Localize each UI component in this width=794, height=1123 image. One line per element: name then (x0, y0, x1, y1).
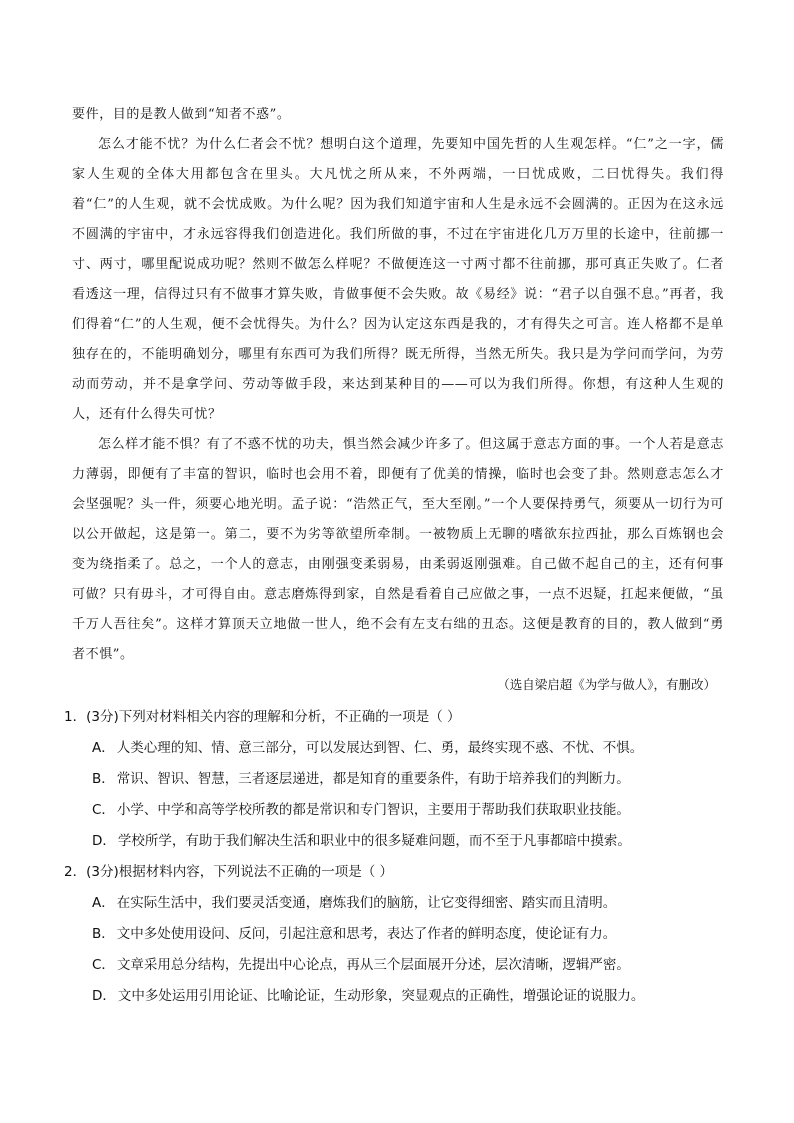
option-letter: B． (92, 926, 115, 942)
option-letter: A． (92, 740, 115, 756)
option-text: 文中多处使用设问、反问，引起注意和思考，表达了作者的鲜明态度，使论证有力。 (116, 926, 617, 942)
question-list (64, 702, 724, 1012)
reading-passage (72, 100, 724, 670)
question-stem: 1．(3分)下列对材料相关内容的理解和分析，不正确的一项是（ ） (64, 709, 461, 725)
question-1 (64, 702, 724, 857)
option-text: 文中多处运用引用论证、比喻论证，生动形象，突显观点的正确性，增强论证的说服力。 (117, 988, 645, 1004)
option-b[interactable] (72, 919, 724, 950)
option-b[interactable] (72, 764, 724, 795)
question-2 (64, 857, 724, 1012)
option-letter: B． (92, 771, 115, 787)
question-stem: 2．(3分)根据材料内容，下列说法不正确的一项是（ ） (64, 864, 394, 880)
option-text: 人类心理的知、情、意三部分，可以发展达到智、仁、勇，最终实现不惑、不忧、不惧。 (116, 740, 644, 756)
exam-page (64, 100, 724, 1012)
passage-paragraph-3: 怎么样才能不惧？有了不惑不忧的功夫，惧当然会减少许多了。但这属于意志方面的事。一个人若是意志力薄弱，即便有了丰富的智识，临时也会用不着，即便有了优美的情操，临时也会变了卦。然则意志怎么才会坚强呢？头一件，须要心地光明。孟子说：“浩然正气，至大至刚。”一个人要保持勇气，须要从一切行为可以公开做起，这是第一。第二，要不为劣等欲望所牵制。一被物质上无聊的嗜欲东拉西扯，那么百炼钢也会变为绕指柔了。总之，一个人的意志，由刚强变柔弱易，由柔弱返刚强难。自己做不起自己的主，还有何事可做？只有毋斗，才可得自由。意志磨炼得到家，自然是看着自己应做之事，一点不迟疑，扛起来便做，“虽千万人吾往矣”。这样才算顶天立地做一世人，绝不会有左支右绌的丑态。这便是教育的目的，教人做到“勇者不惧”。 (72, 437, 724, 662)
option-text: 文章采用总分结构，先提出中心论点，再从三个层面展开分述，层次清晰，逻辑严密。 (116, 957, 630, 973)
passage-paragraph-1: 要件，目的是教人做到“知者不惑”。 (72, 107, 291, 122)
option-text: 在实际生活中，我们要灵活变通，磨炼我们的脑筋，让它变得细密、踏实而且清明。 (116, 895, 617, 911)
option-d[interactable] (72, 981, 724, 1012)
option-a[interactable] (72, 888, 724, 919)
passage-paragraph-2: 怎么才能不忧？为什么仁者会不忧？想明白这个道理，先要知中国先哲的人生观怎样。“仁”之一字，儒家人生观的全体大用都包含在里头。大凡忧之所从来，不外两端，一曰忧成败，二曰忧得失。我们得着“仁”的人生观，就不会忧成败。为什么呢？因为我们知道宇宙和人生是永远不会圆满的。正因为在这永远不圆满的宇宙中，才永远容得我们创造进化。我们所做的事，不过在宇宙进化几万万里的长途中，往前挪一寸、两寸，哪里配说成功呢？然则不做怎么样呢？不做便连这一寸两寸都不往前挪，那可真正失败了。仁者看透这一理，信得过只有不做事才算失败，肯做事便不会失败。故《易经》说：“君子以自强不息。”再者，我们得着“仁”的人生观，便不会忧得失。为什么？因为认定这东西是我的，才有得失之可言。连人格都不是单独存在的，不能明确划分，哪里有东西可为我们所得？既无所得，当然无所失。我只是为学问而学问，为劳动而劳动，并不是拿学问、劳动等做手段，来达到某种目的——可以为我们所得。你想，有这种人生观的人，还有什么得失可忧？ (72, 137, 724, 422)
option-letter: C． (92, 957, 115, 973)
option-text: 小学、中学和高等学校所教的都是常识和专门智识，主要用于帮助我们获取职业技能。 (116, 802, 630, 818)
option-letter: A． (92, 895, 115, 911)
option-c[interactable] (72, 795, 724, 826)
option-letter: D． (92, 833, 116, 849)
passage-source: （选自梁启超《为学与做人》，有删改） (497, 677, 716, 692)
option-d[interactable] (72, 826, 724, 857)
option-a[interactable] (72, 733, 724, 764)
option-c[interactable] (72, 950, 724, 981)
option-letter: D． (92, 988, 116, 1004)
option-text: 常识、智识、智慧，三者逐层递进，都是知育的重要条件，有助于培养我们的判断力。 (116, 771, 630, 787)
option-letter: C． (92, 802, 115, 818)
option-text: 学校所学，有助于我们解决生活和职业中的很多疑难问题，而不至于凡事都暗中摸索。 (117, 833, 631, 849)
